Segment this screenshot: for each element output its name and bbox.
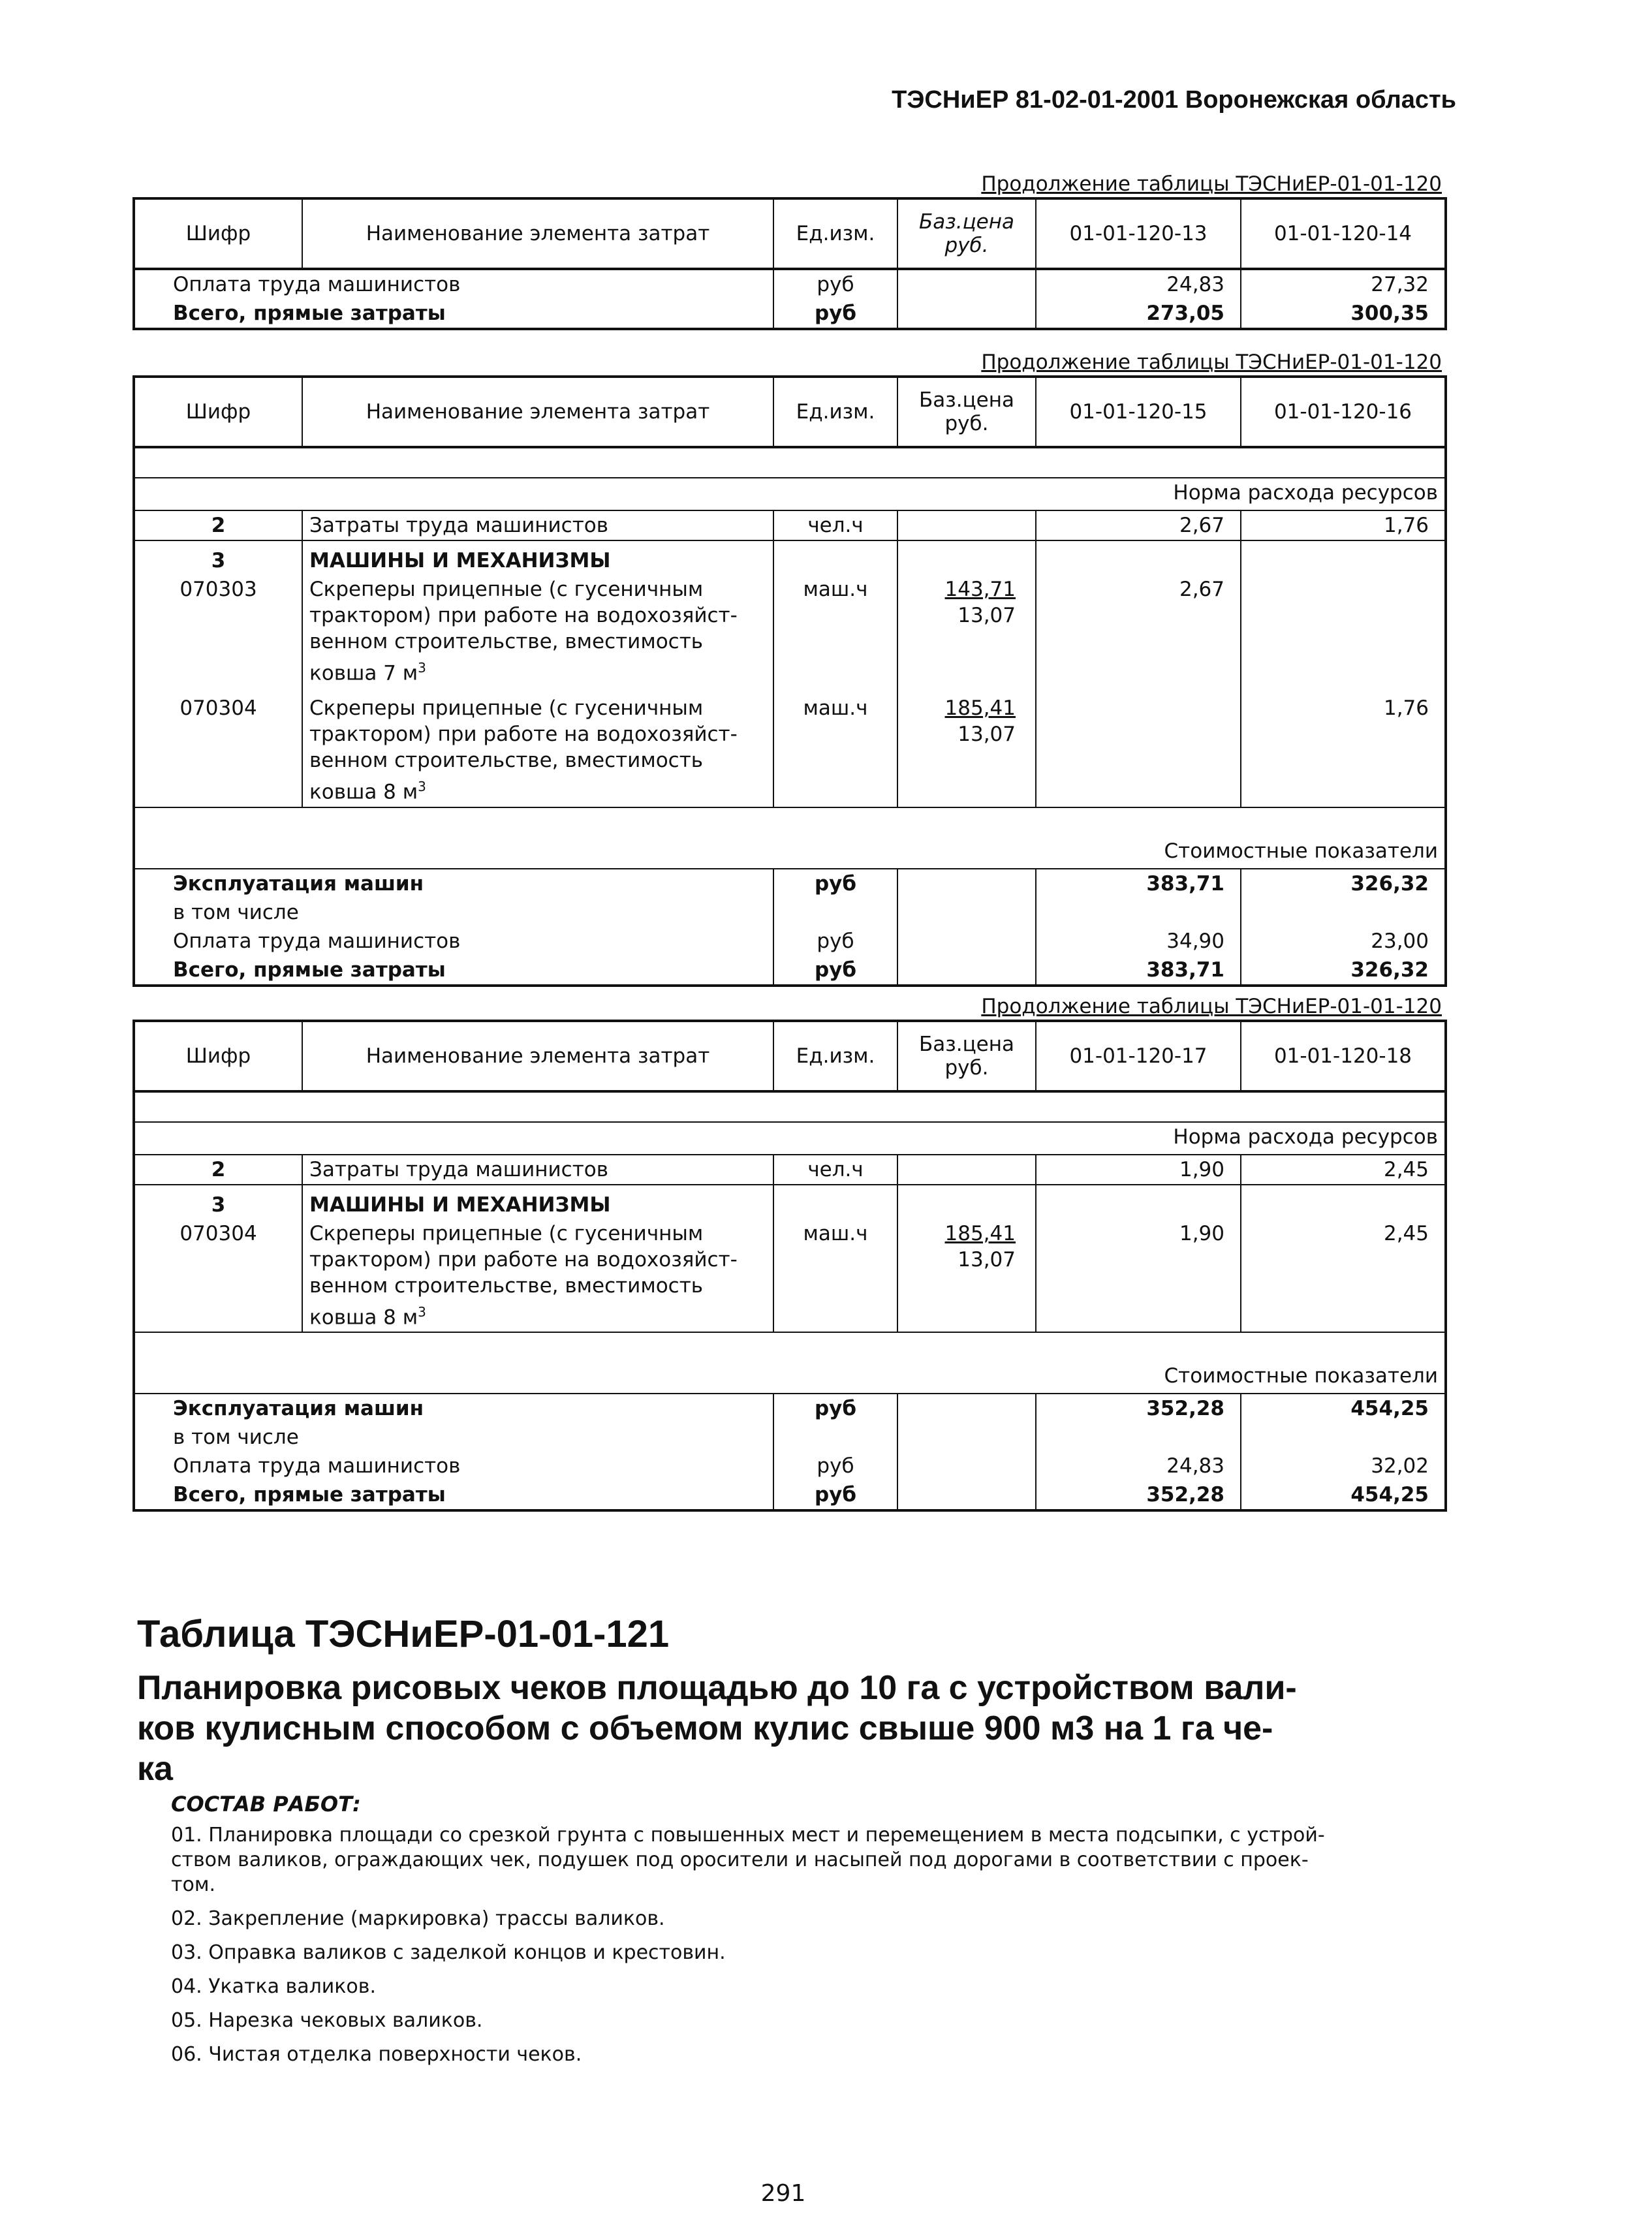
col-norm-2: 01-01-120-14 [1241, 198, 1446, 269]
section-title: Таблица ТЭСНиЕР-01-01-121 [137, 1613, 670, 1655]
table-row: Эксплуатация машин руб 352,28 454,25 [134, 1394, 1446, 1423]
list-item: 02. Закрепление (маркировка) трассы валиков. [171, 1907, 665, 1930]
table-row: 070304 Скреперы прицепные (с гусеничным трактором) при работе на водохозяйст- венном строительстве, вместимость ковша 8 $м^3$ маш.ч 185,41 13,07 1,76 [134, 687, 1446, 807]
continuation-label: Продолжение таблицы ТЭСНиЕР-01-01-120 [981, 995, 1442, 1018]
cost-band: Стоимостные показатели [134, 837, 1446, 869]
table-row: Оплата труда машинистов руб 24,83 32,02 [134, 1452, 1446, 1480]
table-row: Всего, прямые затраты руб 273,05 300,35 [134, 299, 1446, 329]
table-header-row [134, 1021, 1446, 1091]
table-row: в том числе [134, 898, 1446, 927]
table-row: Оплата труда машинистов руб 34,90 23,00 [134, 927, 1446, 956]
list-item: 03. Оправка валиков с заделкой концов и крестовин. [171, 1941, 726, 1964]
resource-table-3 [132, 1020, 1447, 1512]
col-unit: Ед.изм. [773, 198, 897, 269]
list-item: 06. Чистая отделка поверхности чеков. [171, 2043, 582, 2066]
list-item: ством валиков, ограждающих чек, подушек под оросители и насыпей под дорогами в соответствии с проек- [171, 1849, 1309, 1871]
col-code: Шифр [134, 377, 302, 447]
table-block-3 [132, 993, 1444, 1512]
table-row: в том числе [134, 1423, 1446, 1452]
table-row: 3 МАШИНЫ И МЕХАНИЗМЫ [134, 540, 1446, 575]
col-price: Баз.цена руб. [897, 1021, 1036, 1091]
table-row: 070303 Скреперы прицепные (с гусеничным трактором) при работе на водохозяйст- венном строительстве, вместимость ковша 7 $м^3$ маш.ч 143,71 13,07 2,67 [134, 575, 1446, 687]
table-row: 070304 Скреперы прицепные (с гусеничным трактором) при работе на водохозяйст- венном строительстве, вместимость ковша 8 $м^3$ маш.ч 185,41 13,07 1,90 2,45 [134, 1219, 1446, 1332]
col-code: Шифр [134, 198, 302, 269]
works-list [171, 1792, 1450, 2076]
col-name: Наименование элемента затрат [302, 1021, 773, 1091]
table-row: Оплата труда машинистов руб 24,83 27,32 [134, 269, 1446, 299]
page-number: 291 [760, 2180, 806, 2207]
col-norm-1: 01-01-120-15 [1036, 377, 1241, 447]
table-block-1 [132, 171, 1444, 330]
col-code: Шифр [134, 1021, 302, 1091]
list-item: 05. Нарезка чековых валиков. [171, 2009, 483, 2032]
table-row: 3 МАШИНЫ И МЕХАНИЗМЫ [134, 1185, 1446, 1219]
continuation-label: Продолжение таблицы ТЭСНиЕР-01-01-120 [981, 172, 1442, 196]
resource-table-2 [132, 375, 1447, 987]
cost-band: Стоимостные показатели [134, 1362, 1446, 1394]
col-price: Баз.цена руб. [897, 377, 1036, 447]
table-header-row [134, 198, 1446, 269]
col-price: Баз.цена руб. [897, 198, 1036, 269]
col-norm-2: 01-01-120-16 [1241, 377, 1446, 447]
col-unit: Ед.изм. [773, 1021, 897, 1091]
col-norm-1: 01-01-120-13 [1036, 198, 1241, 269]
table-row: 2 Затраты труда машинистов чел.ч 2,67 1,76 [134, 510, 1446, 540]
table-row: Эксплуатация машин руб 383,71 326,32 [134, 869, 1446, 898]
list-item: 01. Планировка площади со срезкой грунта с повышенных мест и перемещением в места подсыпки, с устрой- [171, 1824, 1325, 1847]
norm-band: Норма расхода ресурсов [134, 1122, 1446, 1155]
table-header-row [134, 377, 1446, 447]
resource-table-1 [132, 197, 1447, 330]
col-norm-1: 01-01-120-17 [1036, 1021, 1241, 1091]
table-row: 2 Затраты труда машинистов чел.ч 1,90 2,45 [134, 1155, 1446, 1185]
section-description: Планировка рисовых чеков площадью до 10 га с устройством вали- ков кулисным способом с объемом кулис свыше 900 м3 на 1 га че- ка [137, 1669, 1297, 1788]
list-item: 04. Укатка валиков. [171, 1975, 376, 1998]
works-title: СОСТАВ РАБОТ: [171, 1792, 361, 1817]
table-row: Всего, прямые затраты руб 383,71 326,32 [134, 956, 1446, 986]
norm-band: Норма расхода ресурсов [134, 478, 1446, 510]
col-norm-2: 01-01-120-18 [1241, 1021, 1446, 1091]
table-block-2 [132, 349, 1444, 987]
document-header: ТЭСНиЕР 81-02-01-2001 Воронежская область [892, 86, 1456, 114]
list-item: том. [171, 1873, 215, 1896]
continuation-label: Продолжение таблицы ТЭСНиЕР-01-01-120 [981, 351, 1442, 374]
col-name: Наименование элемента затрат [302, 377, 773, 447]
col-name: Наименование элемента затрат [302, 198, 773, 269]
table-row: Всего, прямые затраты руб 352,28 454,25 [134, 1480, 1446, 1510]
col-unit: Ед.изм. [773, 377, 897, 447]
